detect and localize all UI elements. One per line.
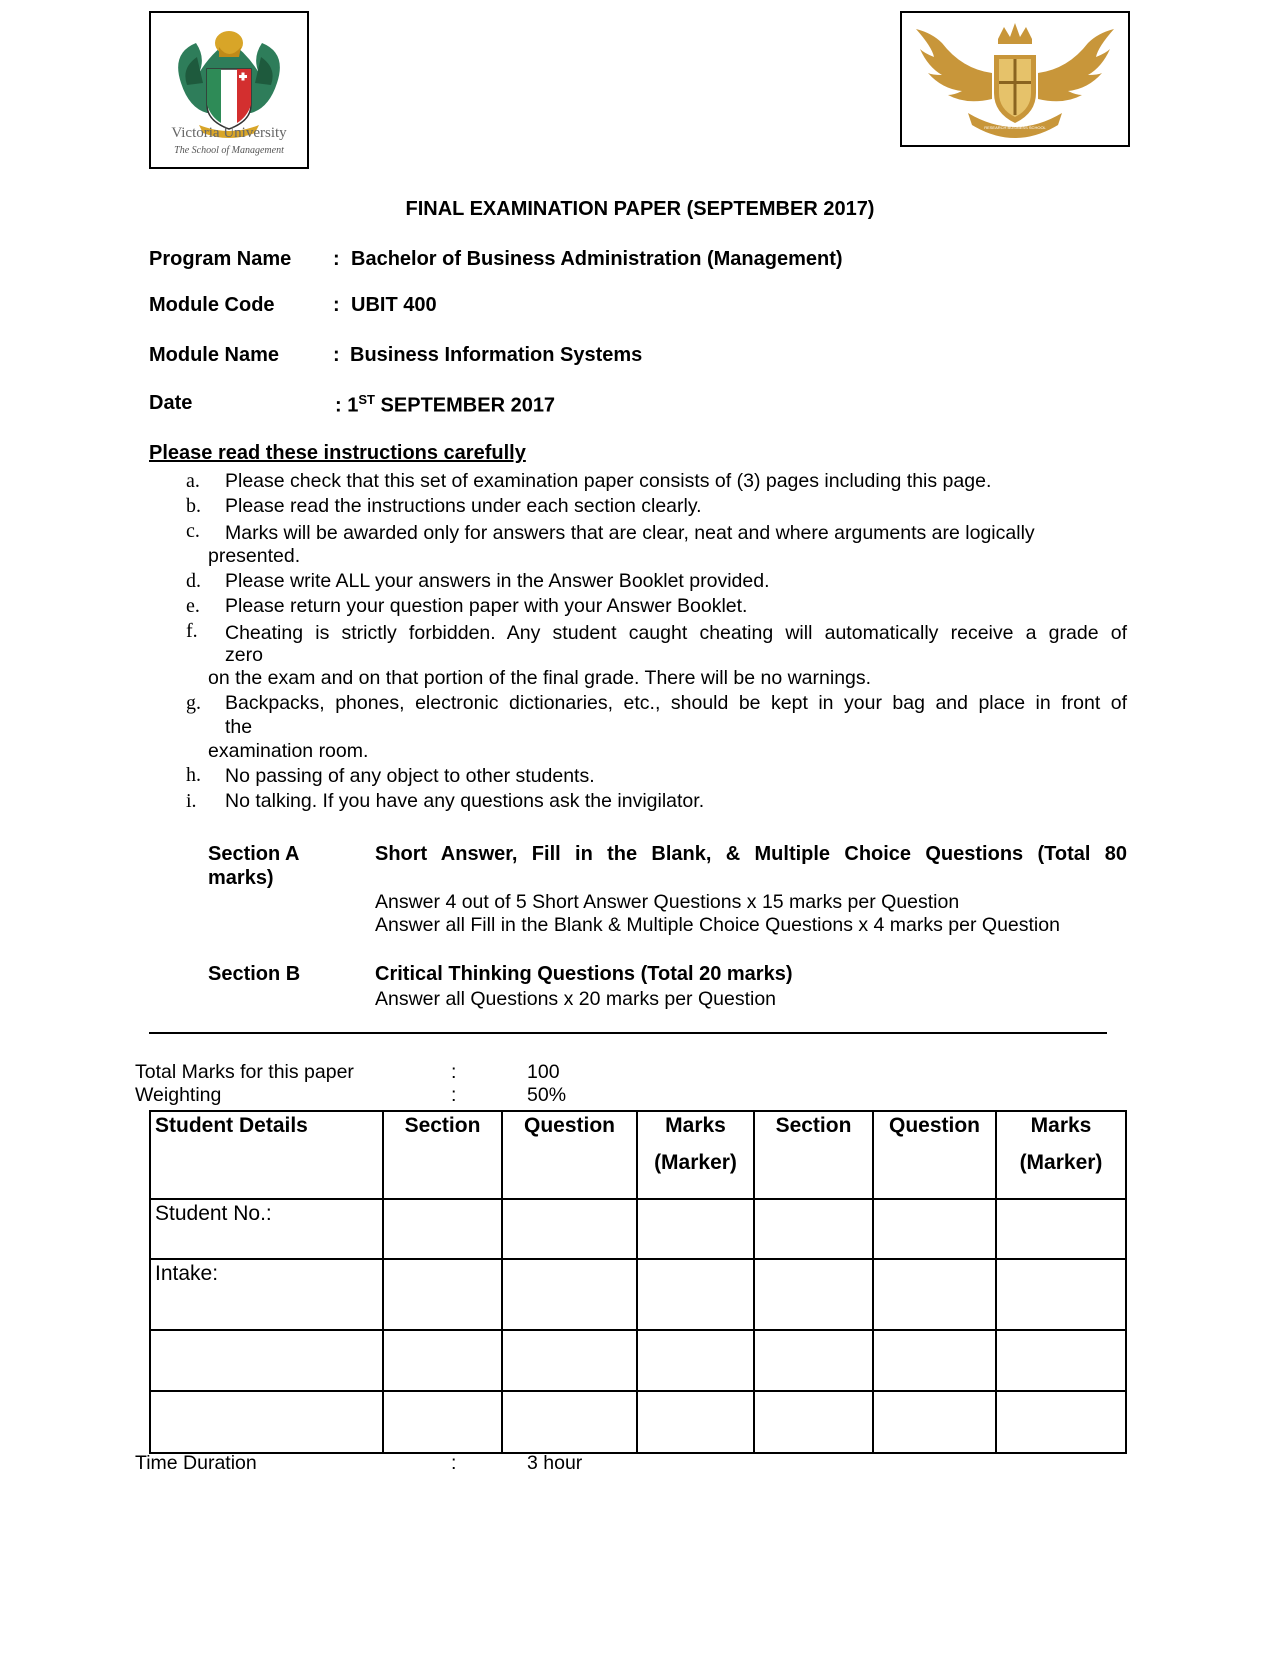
instruction-continuation: examination room.	[208, 740, 369, 762]
date-colon: :	[335, 394, 342, 417]
instruction-letter: f.	[186, 620, 198, 642]
rbs-banner-text: RESEARCH BUSINESS SCHOOL	[984, 125, 1046, 130]
marks-table	[149, 1110, 1127, 1454]
table-cell[interactable]	[873, 1330, 996, 1391]
instruction-wrap: zero	[225, 644, 263, 666]
instruction-text: Please read the instructions under each section clearly.	[225, 495, 702, 517]
instruction-text: Please return your question paper with your Answer Booklet.	[225, 595, 748, 617]
section-b-line-1: Answer all Questions x 20 marks per Question	[375, 988, 777, 1010]
table-cell[interactable]	[150, 1330, 383, 1391]
instruction-text: No talking. If you have any questions ask the invigilator.	[225, 790, 705, 812]
section-a-line-2: Answer all Fill in the Blank & Multiple Choice Questions x 4 marks per Question	[375, 914, 1060, 936]
instruction-text: Backpacks, phones, electronic dictionaries, etc., should be kept in your bag and place in front of	[225, 692, 1127, 714]
table-cell[interactable]	[502, 1391, 637, 1453]
table-row	[150, 1330, 1126, 1391]
instruction-wrap: the	[225, 716, 253, 738]
instruction-continuation: on the exam and on that portion of the final grade. There will be no warnings.	[208, 667, 872, 689]
marks-label: Marks	[1030, 1114, 1092, 1137]
total-marks-label: Total Marks for this paper	[135, 1061, 354, 1083]
instruction-letter: a.	[186, 470, 200, 492]
program-name-value: Bachelor of Business Administration (Management)	[351, 248, 843, 270]
logo-name: Victoria University	[171, 125, 287, 141]
table-cell[interactable]	[637, 1391, 754, 1453]
instruction-text: No passing of any object to other students.	[225, 765, 595, 787]
table-cell[interactable]	[637, 1330, 754, 1391]
table-cell[interactable]	[996, 1391, 1126, 1453]
instruction-letter: d.	[186, 570, 201, 592]
table-cell[interactable]	[873, 1199, 996, 1259]
time-duration-value: 3 hour	[527, 1452, 583, 1474]
weighting-colon: :	[451, 1084, 457, 1106]
instruction-letter: i.	[186, 790, 197, 812]
marks-label: Marks	[665, 1114, 726, 1137]
table-row	[150, 1259, 1126, 1330]
question-header: Question	[873, 1111, 996, 1199]
marks-header	[637, 1111, 754, 1199]
crest-icon	[151, 13, 307, 167]
program-name-colon: :	[333, 248, 340, 270]
marks-header	[996, 1111, 1126, 1199]
instructions-heading: Please read these instructions carefully	[149, 442, 526, 464]
weighting-label: Weighting	[135, 1084, 222, 1106]
date-rest: SEPTEMBER 2017	[380, 394, 556, 417]
time-duration-colon: :	[451, 1452, 457, 1474]
table-cell[interactable]	[873, 1391, 996, 1453]
table-cell[interactable]	[502, 1199, 637, 1259]
time-duration-label: Time Duration	[135, 1452, 257, 1474]
page-title: FINAL EXAMINATION PAPER (SEPTEMBER 2017)	[405, 198, 875, 220]
section-a-label: Section A	[208, 843, 300, 865]
table-header-row	[150, 1111, 1126, 1199]
instruction-continuation: presented.	[208, 545, 301, 567]
table-cell[interactable]	[383, 1330, 502, 1391]
table-cell[interactable]	[383, 1391, 502, 1453]
date-label: Date	[149, 392, 193, 414]
student-no-field[interactable]: Student No.:	[150, 1199, 383, 1259]
date-value	[335, 392, 555, 418]
section-a-line-1: Answer 4 out of 5 Short Answer Questions x 15 marks per Question	[375, 891, 960, 913]
marker-label: (Marker)	[1019, 1151, 1103, 1174]
student-details-header: Student Details	[150, 1111, 383, 1199]
module-name-value: Business Information Systems	[350, 344, 643, 366]
table-cell[interactable]	[996, 1330, 1126, 1391]
weighting-value: 50%	[527, 1084, 567, 1106]
table-cell[interactable]	[502, 1259, 637, 1330]
table-cell[interactable]	[996, 1199, 1126, 1259]
rbs-logo	[900, 11, 1130, 147]
table-cell[interactable]	[754, 1391, 873, 1453]
section-a-heading: Short Answer, Fill in the Blank, & Multiple Choice Questions (Total 80	[375, 843, 1127, 865]
victoria-university-logo	[149, 11, 309, 169]
date-suffix: ST	[358, 392, 375, 407]
logo-subtitle: The School of Management	[174, 145, 284, 156]
table-cell[interactable]	[637, 1259, 754, 1330]
module-code-label: Module Code	[149, 294, 275, 316]
table-cell[interactable]	[383, 1259, 502, 1330]
table-cell[interactable]	[873, 1259, 996, 1330]
table-cell[interactable]	[996, 1259, 1126, 1330]
question-header: Question	[502, 1111, 637, 1199]
instruction-letter: c.	[186, 520, 200, 542]
marker-label: (Marker)	[654, 1151, 737, 1174]
table-cell[interactable]	[383, 1199, 502, 1259]
program-name-label: Program Name	[149, 248, 292, 270]
module-code-colon: :	[333, 294, 340, 316]
table-cell[interactable]	[150, 1391, 383, 1453]
module-code-value: UBIT 400	[351, 294, 437, 316]
instruction-letter: h.	[186, 764, 201, 786]
intake-field[interactable]: Intake:	[150, 1259, 383, 1330]
section-b-heading: Critical Thinking Questions (Total 20 marks)	[375, 963, 793, 985]
table-cell[interactable]	[502, 1330, 637, 1391]
date-day: 1	[347, 394, 359, 417]
section-a-heading-wrap: marks)	[208, 867, 274, 889]
table-cell[interactable]	[754, 1330, 873, 1391]
instruction-letter: e.	[186, 595, 200, 617]
section-header: Section	[383, 1111, 502, 1199]
section-header: Section	[754, 1111, 873, 1199]
divider	[149, 1032, 1107, 1034]
instruction-text: Please write ALL your answers in the Answer Booklet provided.	[225, 570, 770, 592]
instruction-text: Please check that this set of examination paper consists of (3) pages including this page.	[225, 470, 992, 492]
section-b-label: Section B	[208, 963, 301, 985]
instruction-letter: g.	[186, 692, 201, 714]
instruction-text: Cheating is strictly forbidden. Any student caught cheating will automatically receive a grade of	[225, 622, 1127, 644]
instruction-text: Marks will be awarded only for answers that are clear, neat and where arguments are logically	[225, 522, 1035, 544]
total-marks-colon: :	[451, 1061, 457, 1083]
table-cell[interactable]	[637, 1199, 754, 1259]
rbs-initials: RBS	[1004, 47, 1026, 58]
total-marks-value: 100	[527, 1061, 560, 1083]
instruction-letter: b.	[186, 495, 201, 517]
table-cell[interactable]	[754, 1199, 873, 1259]
table-row	[150, 1391, 1126, 1453]
module-name-label: Module Name	[149, 344, 280, 366]
table-cell[interactable]	[754, 1259, 873, 1330]
table-row	[150, 1199, 1126, 1259]
module-name-colon: :	[333, 344, 340, 366]
